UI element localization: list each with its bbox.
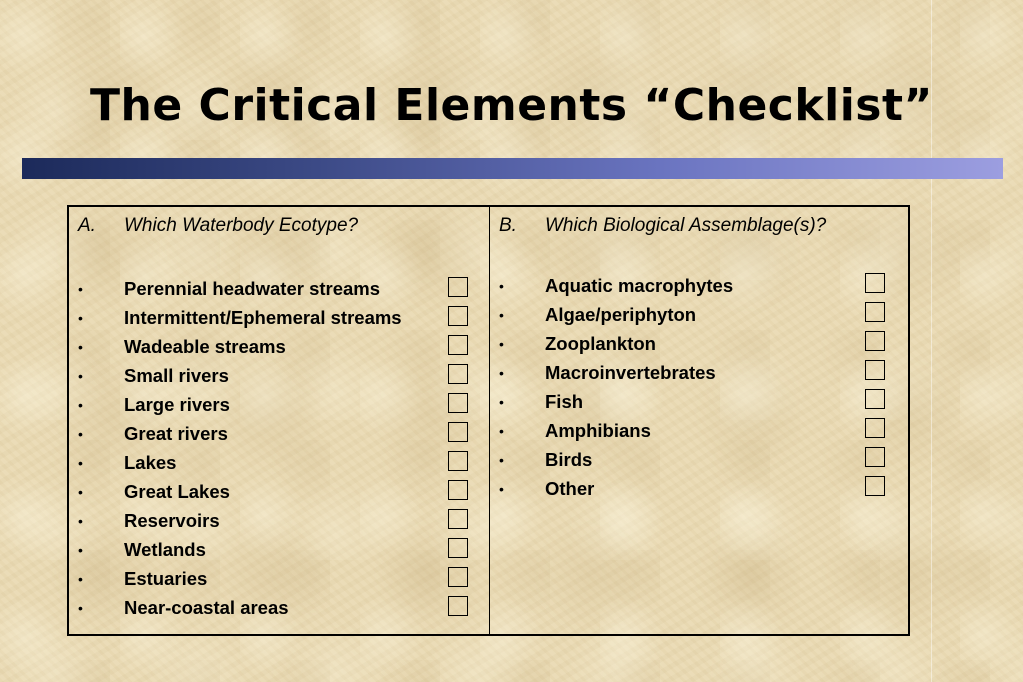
item-label: Near-coastal areas <box>124 596 289 618</box>
column-waterbody-ecotype <box>69 207 490 634</box>
column-letter: A. <box>78 215 96 236</box>
bullet-icon: • <box>78 309 83 326</box>
item-label: Wadeable streams <box>124 335 286 357</box>
list-item <box>78 303 489 332</box>
list-item <box>499 387 908 416</box>
item-label: Zooplankton <box>545 332 656 354</box>
item-label: Wetlands <box>124 538 206 560</box>
checkbox[interactable] <box>448 306 468 326</box>
list-item <box>78 564 489 593</box>
list-item <box>499 329 908 358</box>
checkbox[interactable] <box>865 360 885 380</box>
checkbox[interactable] <box>865 447 885 467</box>
list-item <box>78 361 489 390</box>
checkbox[interactable] <box>865 476 885 496</box>
list-item <box>78 448 489 477</box>
slide-title: The Critical Elements “Checklist” <box>90 80 933 131</box>
bullet-icon: • <box>78 396 83 413</box>
item-label: Algae/periphyton <box>545 303 697 325</box>
item-label: Lakes <box>124 451 177 473</box>
bullet-icon: • <box>78 599 83 616</box>
assemblage-list <box>499 271 908 503</box>
bullet-icon: • <box>78 280 83 297</box>
checkbox[interactable] <box>448 335 468 355</box>
item-label: Estuaries <box>124 567 208 589</box>
checkbox[interactable] <box>865 389 885 409</box>
bullet-icon: • <box>78 541 83 558</box>
list-item <box>499 445 908 474</box>
bullet-icon: • <box>78 454 83 471</box>
list-item <box>78 332 489 361</box>
bullet-icon: • <box>499 364 504 381</box>
item-label: Intermittent/Ephemeral streams <box>124 306 402 328</box>
column-biological-assemblage <box>490 207 908 634</box>
bullet-icon: • <box>78 367 83 384</box>
checkbox[interactable] <box>448 451 468 471</box>
item-label: Macroinvertebrates <box>545 361 716 383</box>
list-item <box>499 474 908 503</box>
list-item <box>78 274 489 303</box>
checkbox[interactable] <box>865 418 885 438</box>
checkbox[interactable] <box>448 422 468 442</box>
bullet-icon: • <box>499 451 504 468</box>
item-label: Small rivers <box>124 364 229 386</box>
checkbox[interactable] <box>448 538 468 558</box>
column-heading <box>499 215 826 237</box>
bullet-icon: • <box>78 483 83 500</box>
item-label: Other <box>545 477 595 499</box>
list-item <box>499 416 908 445</box>
column-letter: B. <box>499 215 517 236</box>
checkbox[interactable] <box>448 393 468 413</box>
checkbox[interactable] <box>448 277 468 297</box>
item-label: Reservoirs <box>124 509 220 531</box>
bullet-icon: • <box>499 480 504 497</box>
list-item <box>78 535 489 564</box>
item-label: Fish <box>545 390 584 412</box>
item-label: Birds <box>545 448 593 470</box>
bullet-icon: • <box>499 422 504 439</box>
list-item <box>78 390 489 419</box>
checkbox[interactable] <box>448 364 468 384</box>
bullet-icon: • <box>78 338 83 355</box>
bullet-icon: • <box>499 306 504 323</box>
item-label: Amphibians <box>545 419 651 441</box>
item-label: Perennial headwater streams <box>124 277 381 299</box>
list-item <box>499 271 908 300</box>
checkbox[interactable] <box>448 480 468 500</box>
list-item <box>78 506 489 535</box>
bullet-icon: • <box>499 277 504 294</box>
title-rule-bar <box>22 158 1003 179</box>
bullet-icon: • <box>499 393 504 410</box>
column-heading-text: Which Biological Assemblage(s)? <box>545 215 827 236</box>
bullet-icon: • <box>78 425 83 442</box>
checkbox[interactable] <box>448 596 468 616</box>
checkbox[interactable] <box>865 273 885 293</box>
item-label: Aquatic macrophytes <box>545 274 734 296</box>
checklist-table <box>67 205 910 636</box>
list-item <box>78 477 489 506</box>
item-label: Great Lakes <box>124 480 230 502</box>
checkbox[interactable] <box>865 331 885 351</box>
item-label: Great rivers <box>124 422 228 444</box>
checkbox[interactable] <box>448 509 468 529</box>
bullet-icon: • <box>499 335 504 352</box>
bullet-icon: • <box>78 512 83 529</box>
item-label: Large rivers <box>124 393 230 415</box>
list-item <box>78 593 489 622</box>
checkbox[interactable] <box>865 302 885 322</box>
column-heading-text: Which Waterbody Ecotype? <box>124 215 359 236</box>
ecotype-list <box>78 274 489 622</box>
list-item <box>499 358 908 387</box>
bullet-icon: • <box>78 570 83 587</box>
checkbox[interactable] <box>448 567 468 587</box>
list-item <box>78 419 489 448</box>
list-item <box>499 300 908 329</box>
column-heading <box>78 215 358 237</box>
